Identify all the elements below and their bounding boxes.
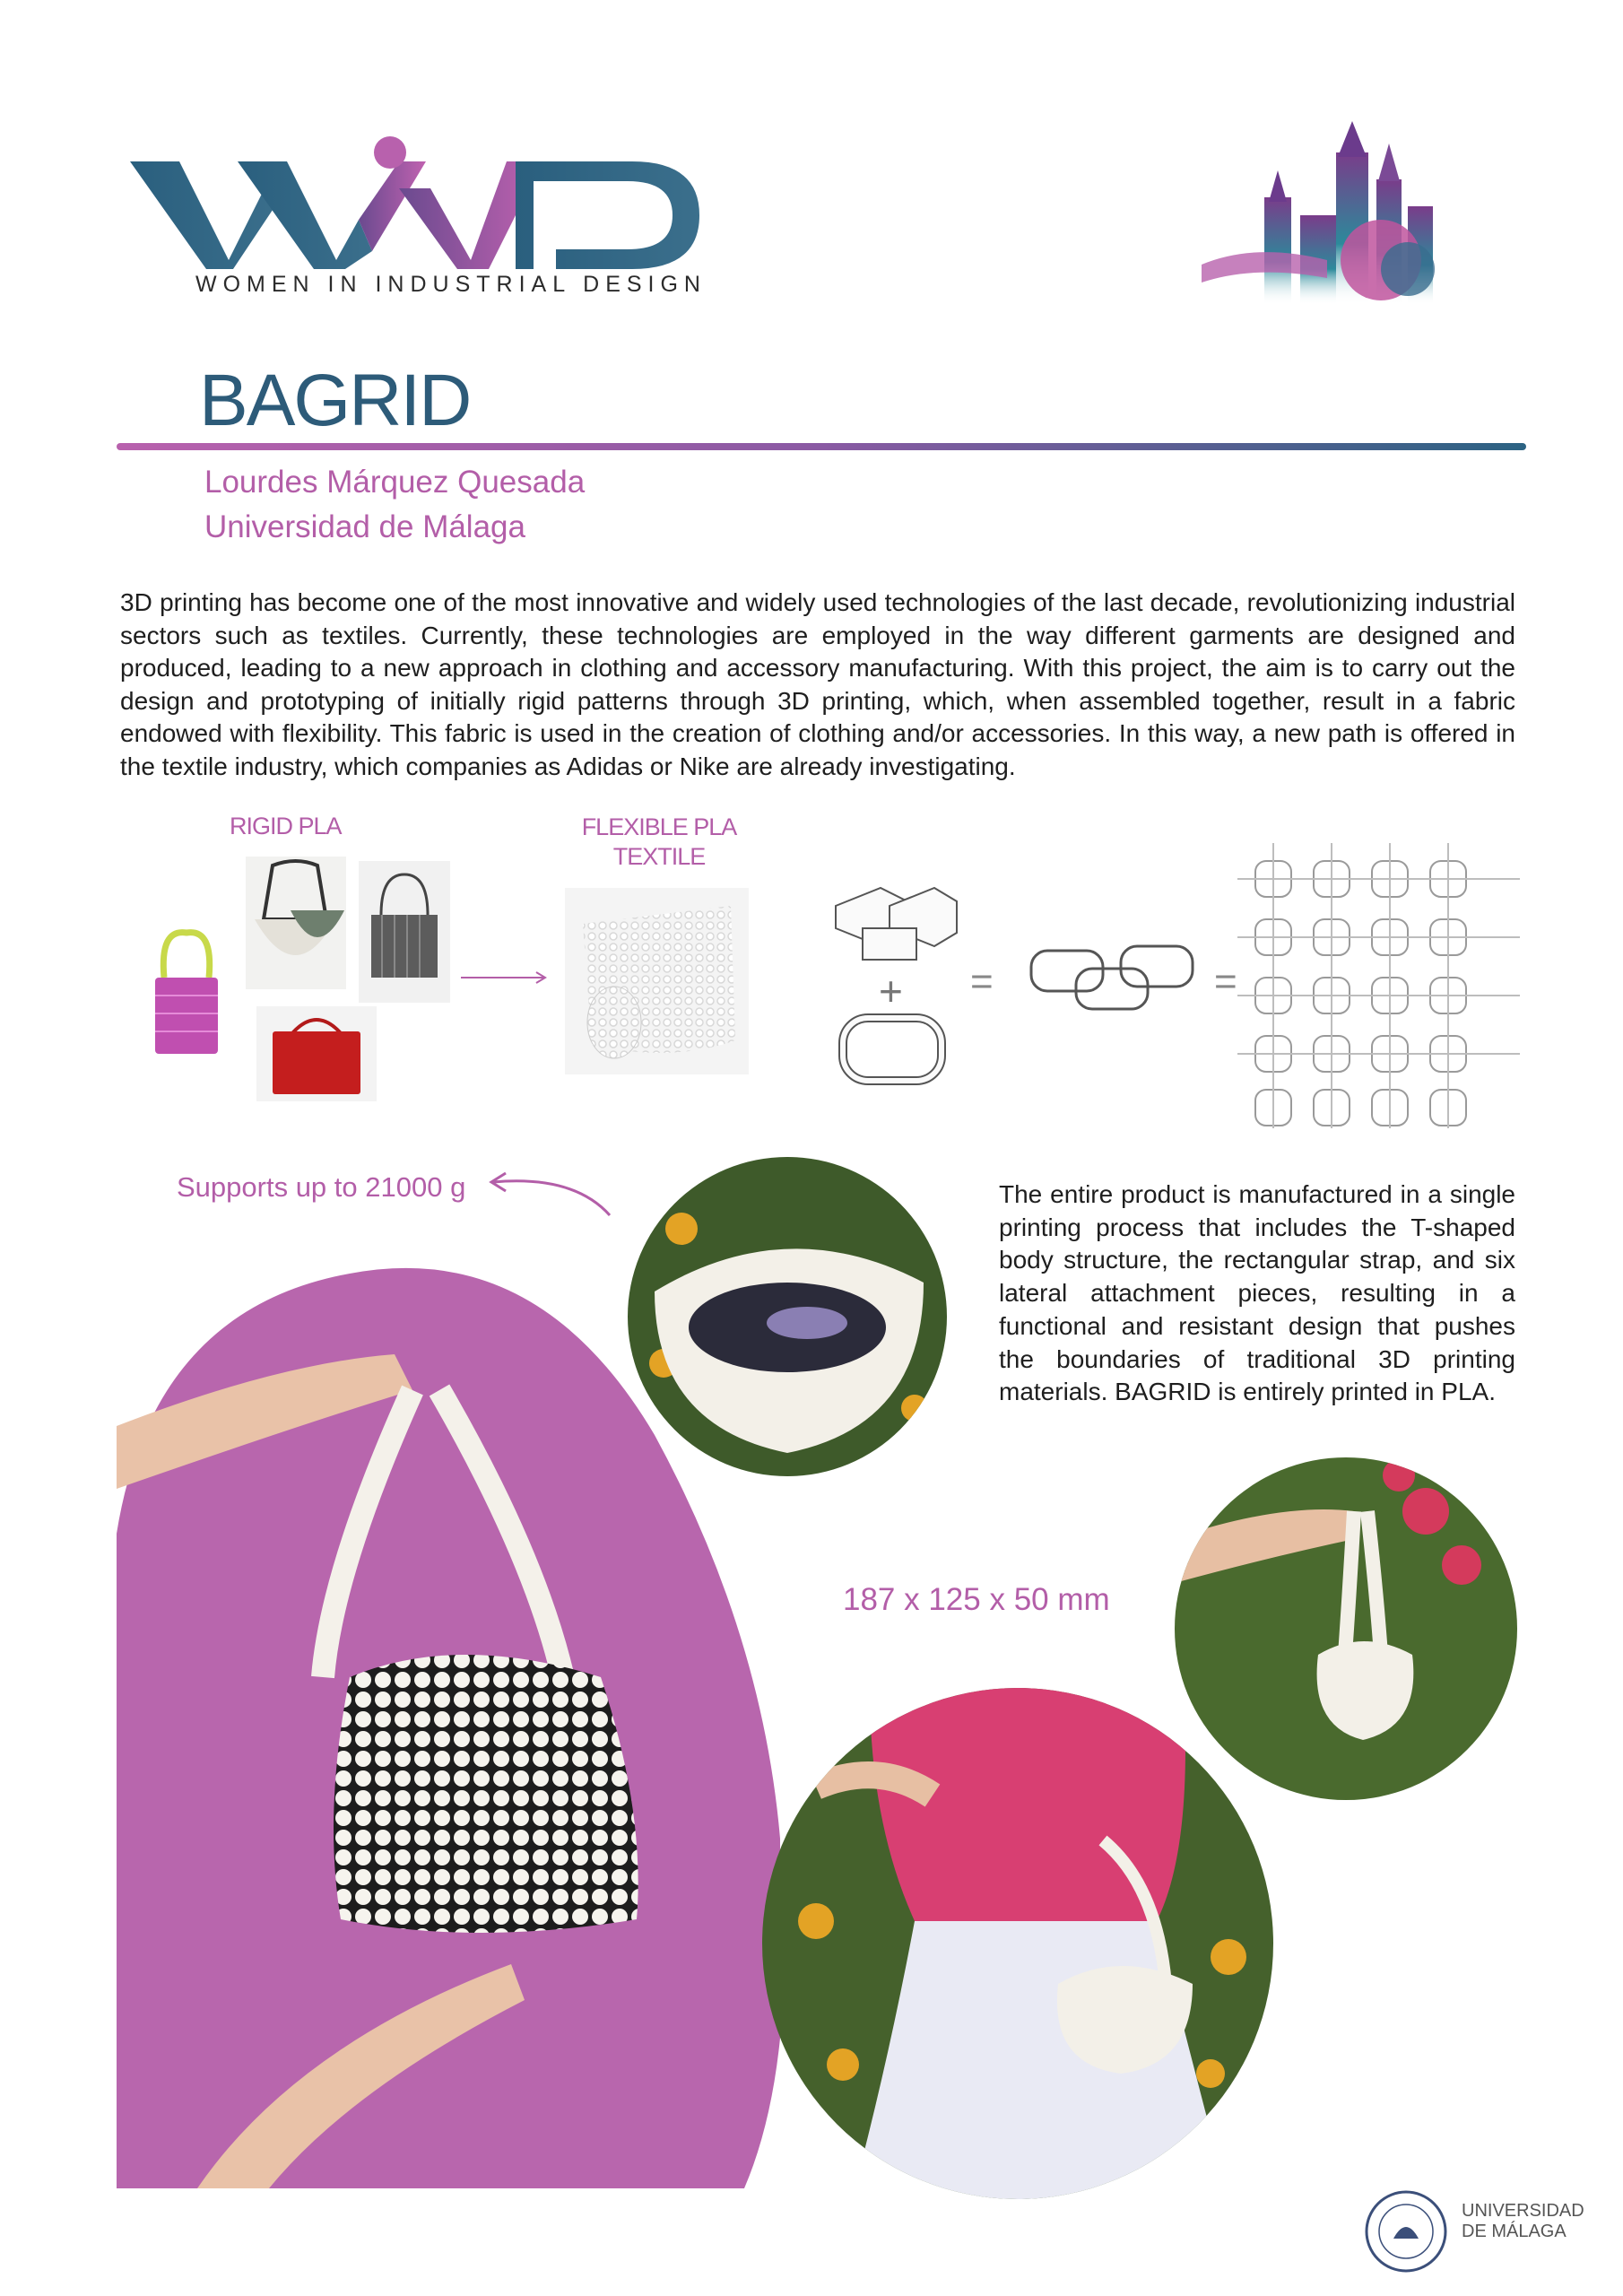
transform-arrow-icon <box>459 969 549 987</box>
product-description: The entire product is manufactured in a single printing process that includes the T-shaped body structure, the rectangular strap, and six lateral attachment pieces, resulting in a functional and resistant design that pushes the boundaries of traditional 3D printing materials. BAGRID is entirely printed in PLA. <box>999 1180 1515 1406</box>
ring-piece-illustration <box>834 1004 950 1094</box>
rigid-bag-photo-grey <box>359 861 450 1003</box>
assembled-fabric-grid-illustration <box>1237 843 1520 1128</box>
title-divider <box>117 443 1526 450</box>
author-name: Lourdes Márquez Quesada <box>204 465 586 500</box>
university-name-logo <box>1462 2201 1584 2242</box>
weight-capacity-label: Supports up to 21000 g <box>177 1171 466 1203</box>
flexible-pla-label-line2: TEXTILE <box>612 843 706 870</box>
hand-held-bag-photo <box>1175 1457 1517 1800</box>
plus-sign: + <box>879 968 903 1014</box>
curved-arrow-icon <box>484 1166 619 1220</box>
worn-bag-photo <box>762 1688 1273 2199</box>
equals-sign-2: = <box>1214 960 1237 1004</box>
rigid-pla-label: RIGID PLA <box>230 813 342 839</box>
project-title: BAGRID <box>199 360 471 441</box>
author-institution: Universidad de Málaga <box>204 509 525 544</box>
flexible-textile-photo <box>565 888 749 1074</box>
rigid-bag-photo-white <box>246 857 346 989</box>
flexible-pla-label <box>574 813 744 872</box>
university-name-line1: UNIVERSIDAD <box>1462 2201 1584 2221</box>
equals-sign: = <box>970 960 994 1004</box>
chain-assembly-illustration <box>1022 933 1202 1031</box>
t-piece-illustration <box>827 879 961 969</box>
university-seal-icon <box>1363 2188 1449 2274</box>
skyline-illustration <box>1202 117 1462 341</box>
product-dimensions: 187 x 125 x 50 mm <box>843 1582 1110 1617</box>
rigid-bag-photo-purple <box>151 924 222 1058</box>
flexible-pla-label-line1: FLEXIBLE PLA <box>581 813 737 840</box>
wind-tagline: WOMEN IN INDUSTRIAL DESIGN <box>195 272 707 297</box>
open-bag-photo <box>628 1157 947 1476</box>
rigid-bag-photo-red <box>256 1006 377 1101</box>
intro-paragraph: 3D printing has become one of the most innovative and widely used technologies of the last decade, revolutionizing industrial sectors such as textiles. Currently, these technologies are employed in the way different garments are designed and produced, leading to a new approach in clothing and accessory manufacturing. With this project, the aim is to carry out the design and prototyping of initially rigid patterns through 3D printing, which, when assembled together, result in a fabric endowed with flexibility. This fabric is used in the creation of clothing and/or accessories. In this way, a new path is offered in the textile industry, which companies as Adidas or Nike are already investigating. <box>120 588 1515 780</box>
university-name-line2: DE MÁLAGA <box>1462 2222 1567 2241</box>
